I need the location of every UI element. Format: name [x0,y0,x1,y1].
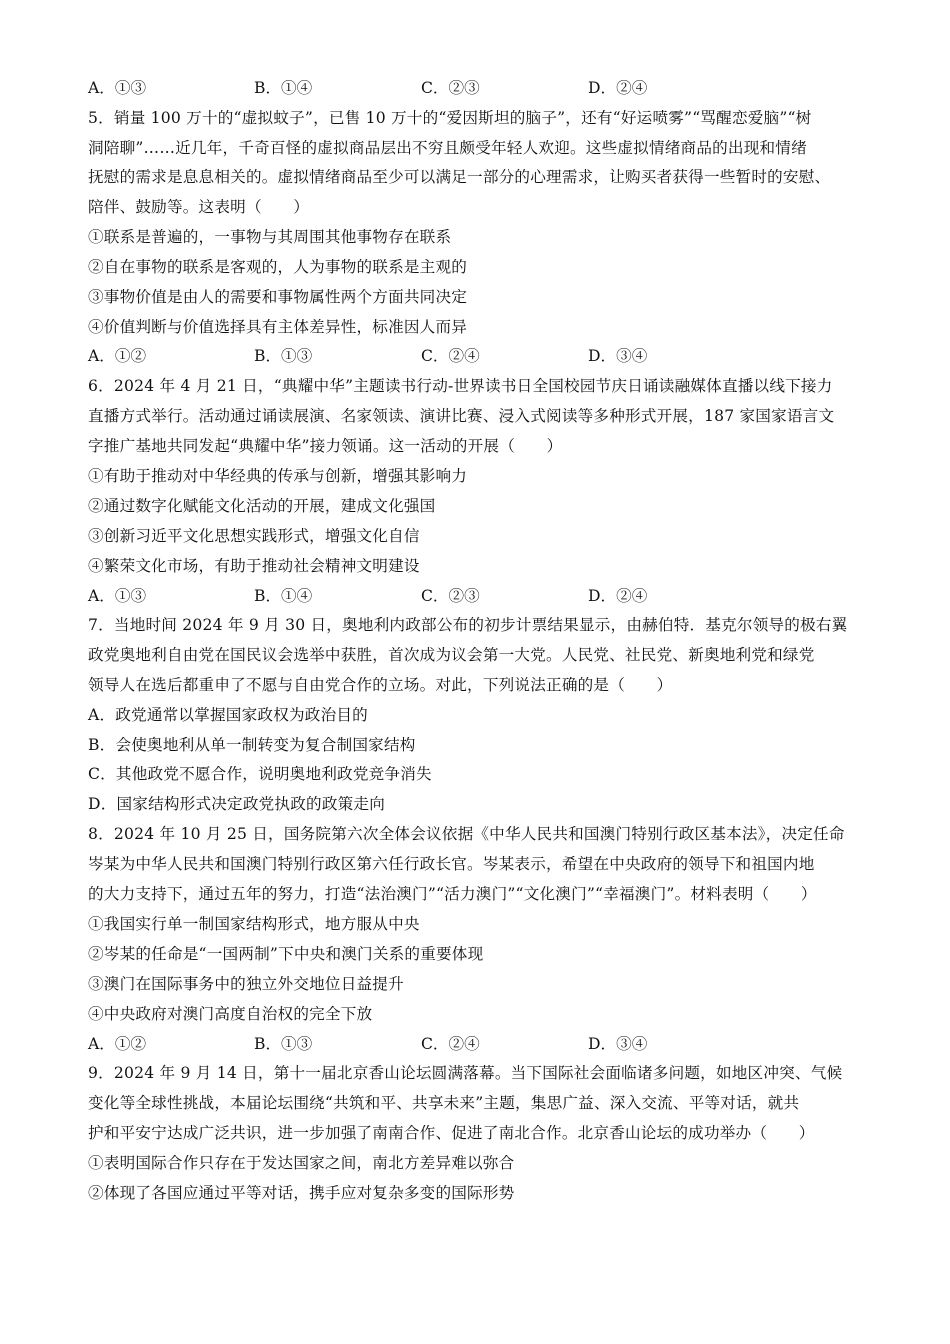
q4-option-d: D．②④ [588,79,648,97]
q8-option-d: D．③④ [588,1035,648,1053]
q5-option-c: C．②④ [421,347,480,365]
q8-item-3: ③澳门在国际事务中的独立外交地位日益提升 [88,975,404,993]
q5-stem-line: 陪伴、鼓励等。这表明（ ） [88,198,310,216]
q8-option-c: C．②④ [421,1035,480,1053]
q8-item-4: ④中央政府对澳门高度自治权的完全下放 [88,1005,373,1023]
q9-stem-line: 变化等全球性挑战，本届论坛围绕“共筑和平、共享未来”主题，集思广益、深入交流、平等对话，就共 [88,1094,800,1112]
q6-option-d: D．②④ [588,587,648,605]
q6-stem-line: 字推广基地共同发起“典耀中华”接力领诵。这一活动的开展（ ） [88,437,563,455]
q8-item-1: ①我国实行单一制国家结构形式，地方服从中央 [88,915,420,933]
q5-item-2: ②自在事物的联系是客观的，人为事物的联系是主观的 [88,258,468,276]
q6-item-3: ③创新习近平文化思想实践形式，增强文化自信 [88,527,420,545]
q9-item-2: ②体现了各国应通过平等对话，携手应对复杂多变的国际形势 [88,1184,515,1202]
q6-option-a: A．①③ [88,587,147,605]
q6-option-b: B．①④ [254,587,313,605]
q5-option-a: A．①② [88,347,147,365]
q8-stem-line: 8．2024 年 10 月 25 日，国务院第六次全体会议依据《中华人民共和国澳门特别行政区基本法》，决定任命 [88,825,845,843]
q7-stem-line: 政党奥地利自由党在国民议会选举中获胜，首次成为议会第一大党。人民党、社民党、新奥地利党和绿党 [88,646,815,664]
q9-item-1: ①表明国际合作只存在于发达国家之间，南北方差异难以弥合 [88,1154,515,1172]
q5-item-3: ③事物价值是由人的需要和事物属性两个方面共同决定 [88,288,468,306]
q8-item-2: ②岑某的任命是“一国两制”下中央和澳门关系的重要体现 [88,945,484,963]
q5-stem-line: 抚慰的需求是息息相关的。虚拟情绪商品至少可以满足一部分的心理需求，让购买者获得一些暂时的安慰、 [88,168,831,186]
q8-option-a: A．①② [88,1035,147,1053]
q5-item-4: ④价值判断与价值选择具有主体差异性，标准因人而异 [88,318,468,336]
q5-option-b: B．①③ [254,347,313,365]
q8-stem-line: 的大力支持下，通过五年的努力，打造“法治澳门”“活力澳门”“文化澳门”“幸福澳门”。材料表明（ ） [88,885,817,903]
q5-item-1: ①联系是普遍的，一事物与其周围其他事物存在联系 [88,228,452,246]
q7-option-a: A．政党通常以掌握国家政权为政治目的 [88,706,368,724]
q7-stem-line: 领导人在选后都重申了不愿与自由党合作的立场。对此，下列说法正确的是（ ） [88,676,673,694]
q7-stem-line: 7．当地时间 2024 年 9 月 30 日，奥地利内政部公布的初步计票结果显示，由赫伯特．基克尔领导的极右翼 [88,616,848,634]
q6-stem-line: 6．2024 年 4 月 21 日，“典耀中华”主题读书行动-世界读书日全国校园节庆日诵读融媒体直播以线下接力 [88,377,833,395]
q8-option-b: B．①③ [254,1035,313,1053]
q6-option-c: C．②③ [421,587,480,605]
q4-option-a: A．①③ [88,79,147,97]
q7-option-b: B．会使奥地利从单一制转变为复合制国家结构 [88,736,416,754]
q6-stem-line: 直播方式举行。活动通过诵读展演、名家领读、演讲比赛、浸入式阅读等多种形式开展，187 家国家语言文 [88,407,835,425]
q6-item-4: ④繁荣文化市场，有助于推动社会精神文明建设 [88,557,420,575]
q6-item-2: ②通过数字化赋能文化活动的开展，建成文化强国 [88,497,436,515]
q9-stem-line: 9．2024 年 9 月 14 日，第十一届北京香山论坛圆满落幕。当下国际社会面临诸多问题，如地区冲突、气候 [88,1064,843,1082]
q4-option-b: B．①④ [254,79,313,97]
q8-stem-line: 岑某为中华人民共和国澳门特别行政区第六任行政长官。岑某表示，希望在中央政府的领导下和祖国内地 [88,855,815,873]
q5-option-d: D．③④ [588,347,648,365]
q5-stem-line: 5．销量 100 万十的“虚拟蚊子”，已售 10 万十的“爱因斯坦的脑子”，还有“好运喷雾”“骂醒恋爱脑”“树 [88,109,812,127]
q4-option-c: C．②③ [421,79,480,97]
q7-option-c: C．其他政党不愿合作，说明奥地利政党竞争消失 [88,765,432,783]
q9-stem-line: 护和平安宁达成广泛共识，进一步加强了南南合作、促进了南北合作。北京香山论坛的成功举办（ ） [88,1124,815,1142]
q7-option-d: D．国家结构形式决定政党执政的政策走向 [88,795,385,813]
q5-stem-line: 洞陪聊”……近几年，千奇百怪的虚拟商品层出不穷且颇受年轻人欢迎。这些虚拟情绪商品的出现和情绪 [88,139,807,157]
q6-item-1: ①有助于推动对中华经典的传承与创新，增强其影响力 [88,467,468,485]
